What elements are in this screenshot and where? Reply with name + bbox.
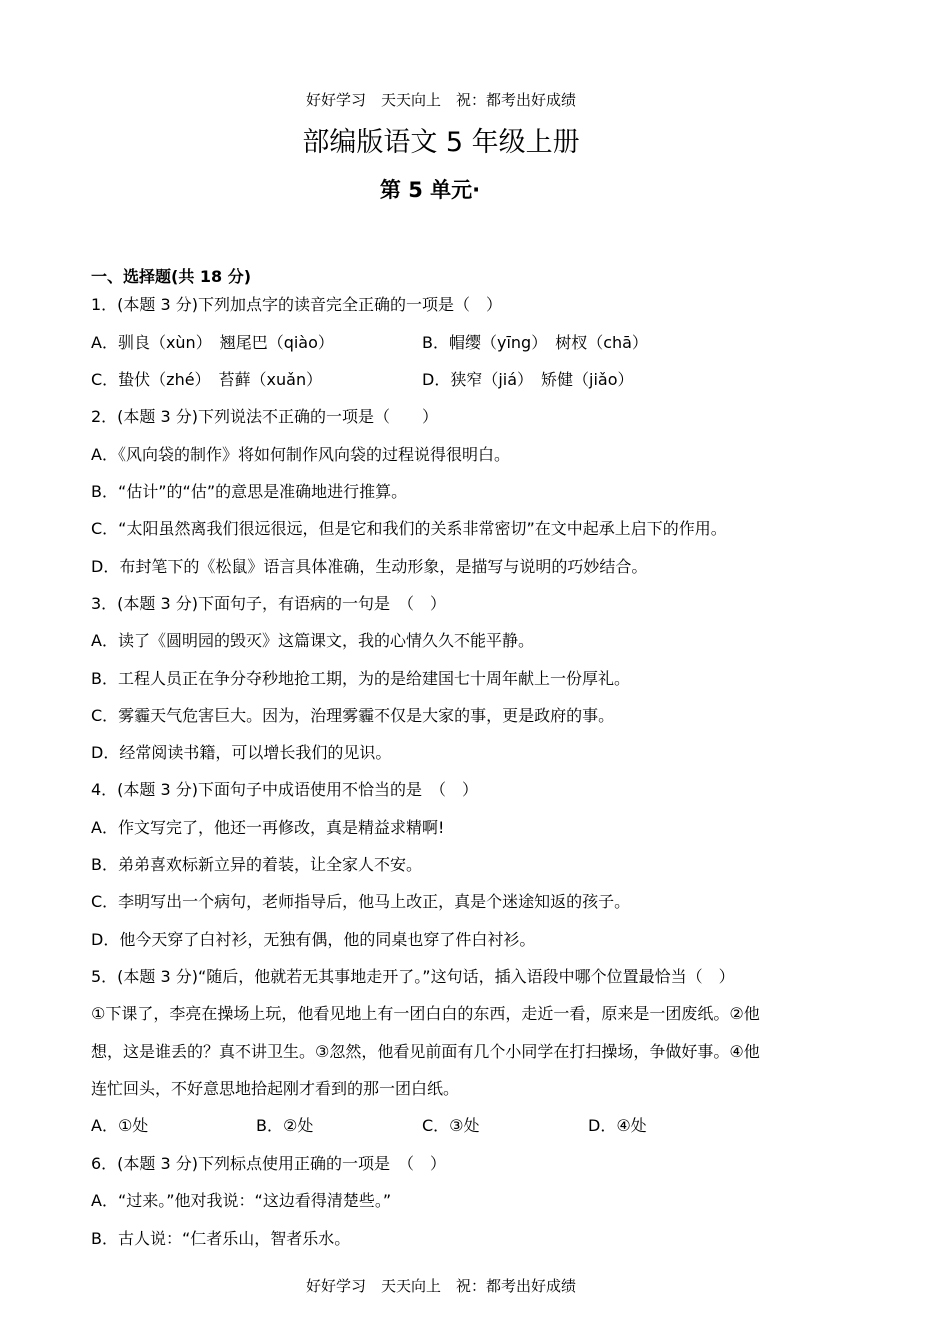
- question-3-option-b: B．工程人员正在争分夺秒地抢工期，为的是给建国七十周年献上一份厚礼。: [91, 669, 630, 688]
- question-5-passage-line-3: 连忙回头，不好意思地拾起刚才看到的那一团白纸。: [91, 1079, 460, 1098]
- question-2-option-a: A．《风向袋的制作》将如何制作风向袋的过程说得很明白。: [91, 445, 510, 464]
- question-4-option-d: D．他今天穿了白衬衫，无独有偶，他的同桌也穿了件白衬衫。: [91, 930, 536, 949]
- question-1-option-c: C．蛰伏（zhé） 苔藓（xuǎn）: [91, 370, 323, 389]
- question-3-option-c: C．雾霾天气危害巨大。因为，治理雾霾不仅是大家的事，更是政府的事。: [91, 706, 615, 725]
- question-5-passage-line-1: ①下课了，李亮在操场上玩，他看见地上有一团白白的东西，走近一看，原来是一团废纸。②他: [91, 1004, 760, 1023]
- header-motto: 好好学习 天天向上 祝：都考出好成绩: [305, 91, 576, 109]
- question-5-option-b: B．②处: [256, 1116, 314, 1135]
- question-1-option-a: A．驯良（xùn） 翘尾巴（qiào）: [91, 333, 334, 352]
- question-1-option-d: D．狭窄（jiá） 矫健（jiǎo）: [422, 370, 634, 389]
- question-4-option-c: C．李明写出一个病句，老师指导后，他马上改正，真是个迷途知返的孩子。: [91, 892, 631, 911]
- question-5-option-d: D．④处: [588, 1116, 647, 1135]
- question-5-passage-line-2: 想，这是谁丢的？真不讲卫生。③忽然，他看见前面有几个小同学在打扫操场，争做好事。④他: [91, 1042, 760, 1061]
- question-2-stem: 2．(本题 3 分)下列说法不正确的一项是（ ）: [91, 407, 439, 426]
- question-2-option-c: C．“太阳虽然离我们很远很远，但是它和我们的关系非常密切”在文中起承上启下的作用。: [91, 519, 727, 538]
- question-6-option-b: B．古人说：“仁者乐山，智者乐水。: [91, 1229, 351, 1248]
- question-6-option-a: A．“过来。”他对我说：“这边看得清楚些。”: [91, 1191, 392, 1210]
- question-4-option-b: B．弟弟喜欢标新立异的着装，让全家人不安。: [91, 855, 422, 874]
- question-1-stem: 1．(本题 3 分)下列加点字的读音完全正确的一项是（ ）: [91, 295, 503, 314]
- section-heading: 一、选择题(共 18 分): [91, 267, 252, 286]
- question-5-stem: 5．(本题 3 分)“随后，他就若无其事地走开了。”这句话，插入语段中哪个位置最恰当（ ）: [91, 967, 735, 986]
- question-3-option-a: A．读了《圆明园的毁灭》这篇课文，我的心情久久不能平静。: [91, 631, 534, 650]
- unit-title: 第 5 单元·: [379, 178, 481, 202]
- question-4-stem: 4．(本题 3 分)下面句子中成语使用不恰当的是 （ ）: [91, 780, 479, 799]
- question-2-option-b: B．“估计”的“估”的意思是准确地进行推算。: [91, 482, 408, 501]
- question-5-option-a: A．①处: [91, 1116, 149, 1135]
- document-title: 部编版语文 5 年级上册: [302, 127, 580, 158]
- question-6-stem: 6．(本题 3 分)下列标点使用正确的一项是 （ ）: [91, 1154, 447, 1173]
- question-3-option-d: D．经常阅读书籍，可以增长我们的见识。: [91, 743, 392, 762]
- footer-motto: 好好学习 天天向上 祝：都考出好成绩: [305, 1277, 576, 1295]
- question-4-option-a: A．作文写完了，他还一再修改，真是精益求精啊!: [91, 818, 445, 837]
- question-5-option-c: C．③处: [422, 1116, 480, 1135]
- question-1-option-b: B．帽缨（yīng） 树杈（chā）: [422, 333, 648, 352]
- question-2-option-d: D．布封笔下的《松鼠》语言具体准确，生动形象，是描写与说明的巧妙结合。: [91, 557, 648, 576]
- question-3-stem: 3．(本题 3 分)下面句子，有语病的一句是 （ ）: [91, 594, 447, 613]
